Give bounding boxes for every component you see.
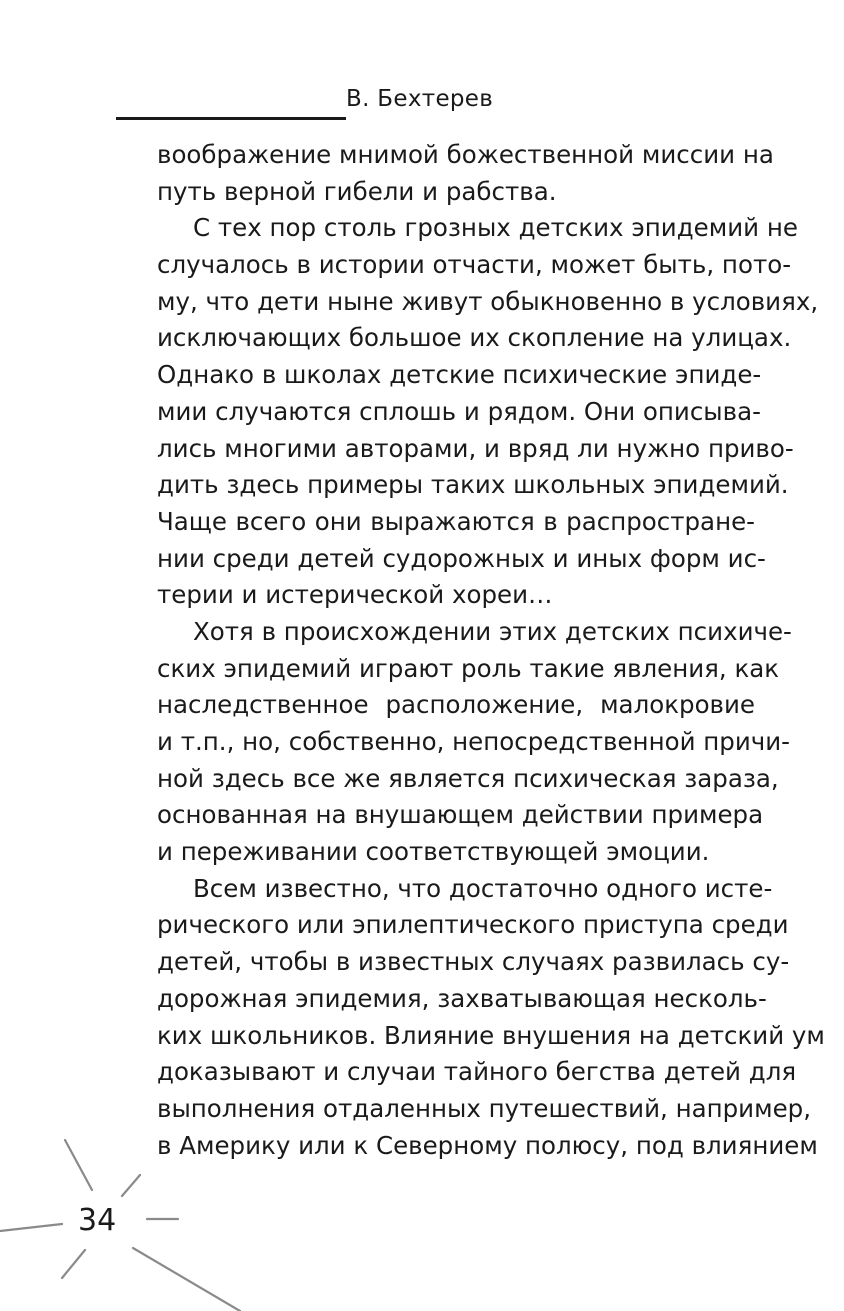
text-line: С тех пор столь грозных детских эпидемий не — [193, 213, 798, 243]
ray-line — [62, 1250, 85, 1278]
text-line: мии случаются сплошь и рядом. Они описыва- — [157, 396, 761, 426]
text-line: дорожная эпидемия, захватывающая несколь- — [157, 983, 767, 1013]
text-line: в Америку или к Северному полюсу, под влиянием — [157, 1130, 818, 1160]
text-line: выполнения отдаленных путешествий, например, — [157, 1093, 811, 1123]
text-line: му, что дети ныне живут обыкновенно в условиях, — [157, 286, 819, 316]
ray-line — [133, 1248, 240, 1311]
text-line: ских эпидемий играют роль такие явления, как — [157, 653, 780, 683]
text-line: ких школьников. Влияние внушения на детский ум — [157, 1020, 825, 1050]
text-line: рического или эпилептического приступа среди — [157, 910, 789, 940]
page-number: 34 — [78, 1203, 117, 1238]
text-line: и переживании соответствующей эмоции. — [157, 837, 710, 867]
text-line: воображение мнимой божественной миссии на — [157, 140, 774, 169]
sunburst-rays-ornament — [0, 1120, 260, 1311]
text-line: и т.п., но, собственно, непосредственной причи- — [157, 727, 791, 756]
ray-line — [122, 1175, 140, 1196]
text-line: наследственное расположение, малокровие — [157, 690, 755, 720]
text-line: путь верной гибели и рабства. — [157, 176, 557, 206]
text-line: Чаще всего они выражаются в распростране- — [157, 506, 755, 536]
ray-line — [65, 1140, 92, 1190]
text-line: Хотя в происхождении этих детских психиче- — [193, 616, 792, 646]
ray-line — [0, 1224, 62, 1231]
header-rule — [116, 117, 346, 120]
text-line: Однако в школах детские психические эпиде- — [157, 360, 762, 390]
text-line: случалось в истории отчасти, может быть, пото- — [157, 250, 792, 280]
text-line: ной здесь все же является психическая зараза, — [157, 763, 779, 793]
text-line: исключающих большое их скопление на улицах. — [157, 323, 792, 353]
running-header-author: В. Бехтерев — [346, 86, 494, 112]
text-line: нии среди детей судорожных и иных форм ис- — [157, 543, 766, 573]
text-line: основанная на внушающем действии примера — [157, 800, 764, 830]
text-line: Всем известно, что достаточно одного исте- — [193, 873, 773, 903]
text-line: терии и истерической хореи… — [157, 580, 553, 610]
text-line: дить здесь примеры таких школьных эпидемий. — [157, 470, 789, 500]
text-line: лись многими авторами, и вряд ли нужно приво- — [157, 433, 794, 463]
page-body-text — [157, 137, 825, 1164]
text-line: доказывают и случаи тайного бегства детей для — [157, 1057, 797, 1087]
text-line: детей, чтобы в известных случаях развилась су- — [157, 947, 790, 977]
